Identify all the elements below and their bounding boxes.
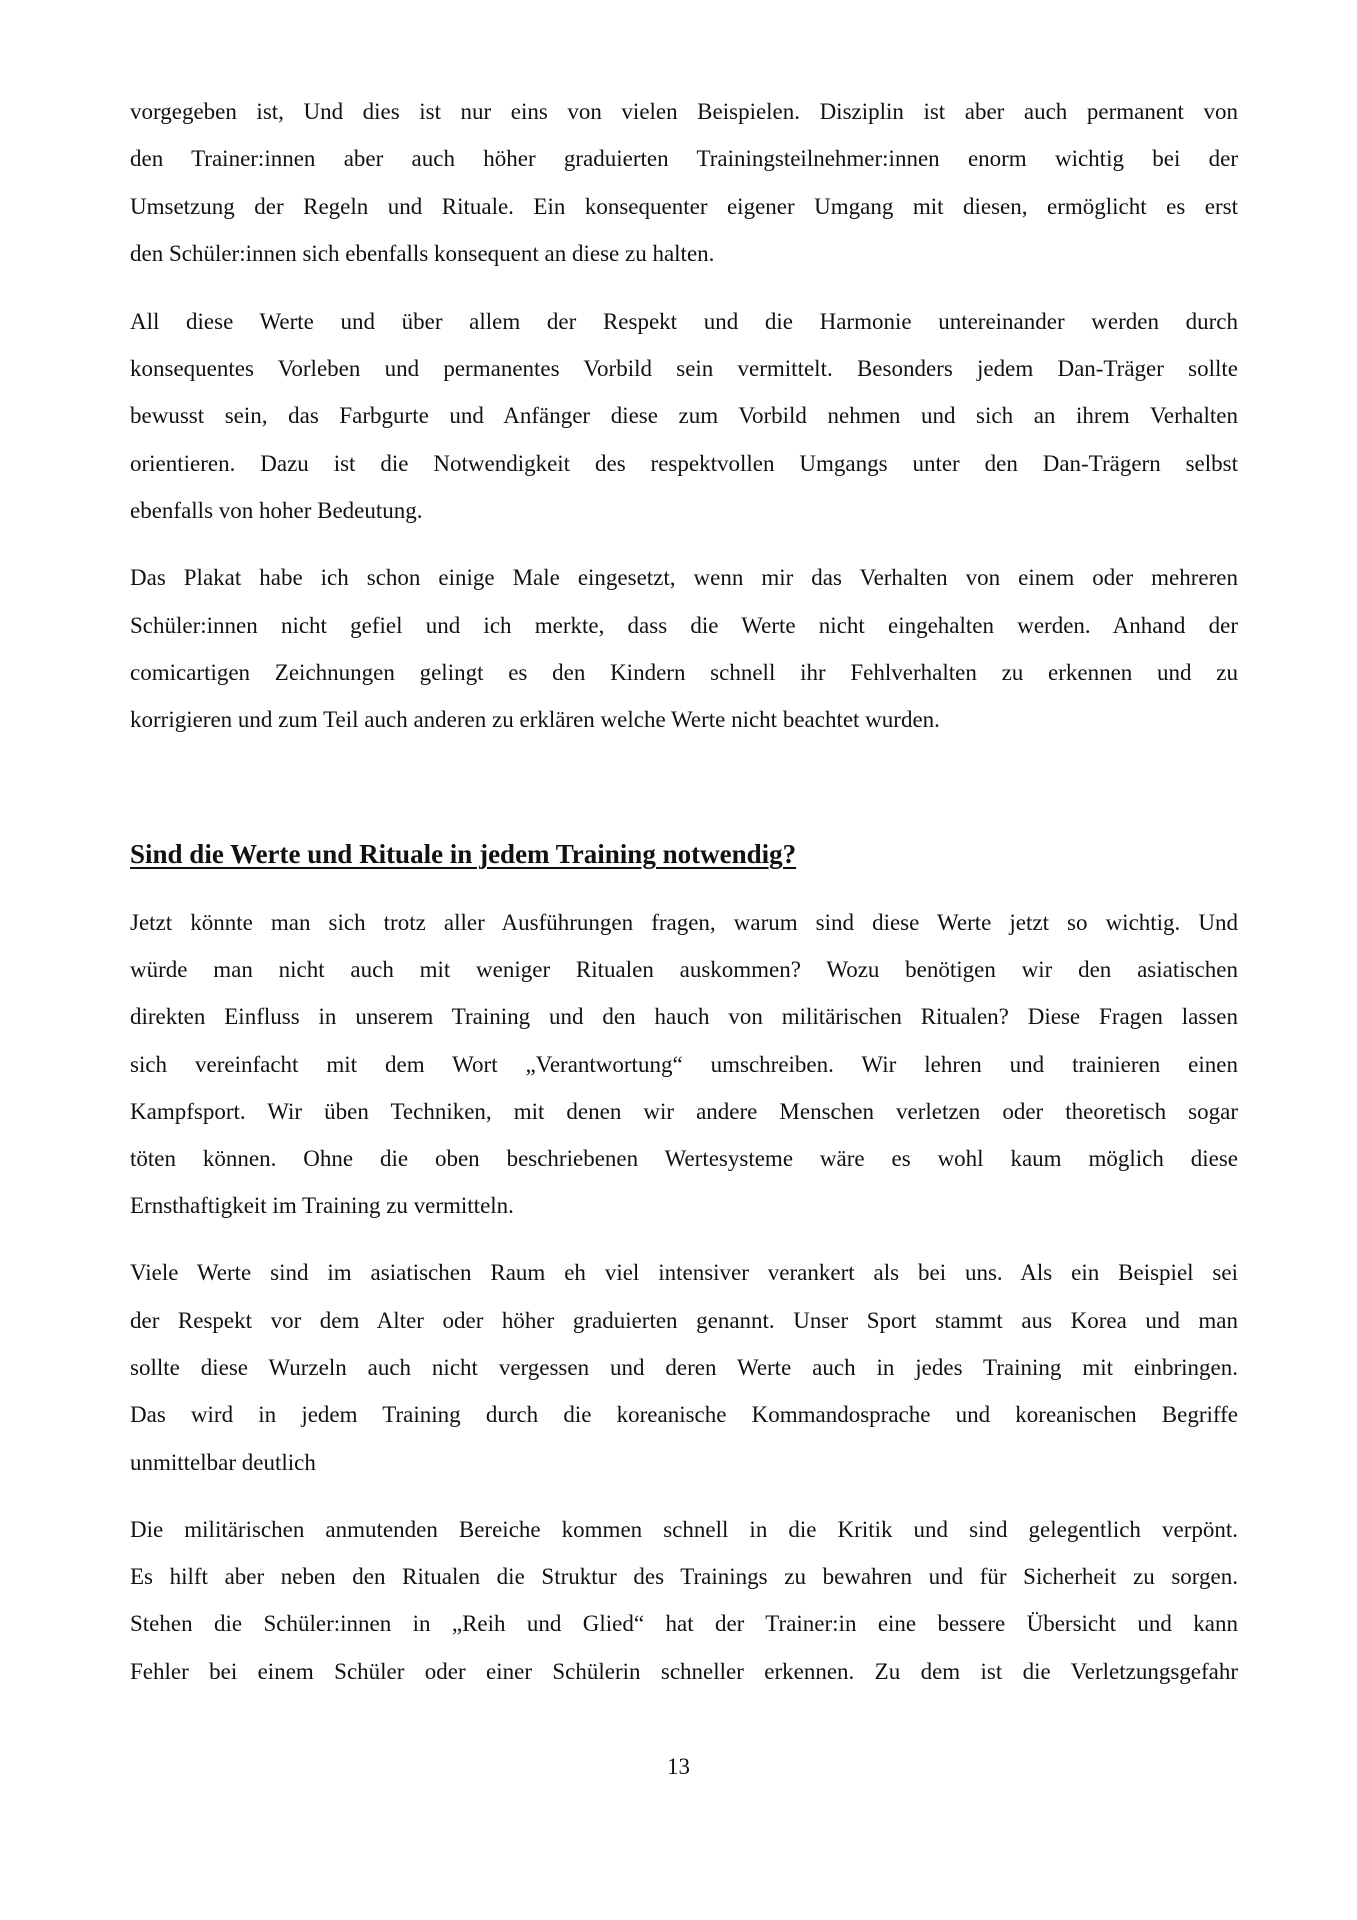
text-line: Es hilft aber neben den Ritualen die Struktur des Trainings zu bewahren und für Sicherheit zu sorgen. xyxy=(130,1564,1238,1589)
text-line: konsequentes Vorleben und permanentes Vorbild sein vermittelt. Besonders jedem Dan-Träger sollte xyxy=(130,356,1238,381)
text-line: Schüler:innen nicht gefiel und ich merkte, dass die Werte nicht eingehalten werden. Anhand der xyxy=(130,613,1238,638)
text-line: direkten Einfluss in unserem Training und den hauch von militärischen Ritualen? Diese Fragen lassen xyxy=(130,1004,1238,1029)
text-line: vorgegeben ist, Und dies ist nur eins von vielen Beispielen. Disziplin ist aber auch permanent von xyxy=(130,99,1238,124)
page-number: 13 xyxy=(667,1754,690,1779)
text-line: Kampfsport. Wir üben Techniken, mit denen wir andere Menschen verletzen oder theoretisch sogar xyxy=(130,1099,1238,1124)
text-line: der Respekt vor dem Alter oder höher graduierten genannt. Unser Sport stammt aus Korea und man xyxy=(130,1308,1238,1333)
text-line: comicartigen Zeichnungen gelingt es den Kindern schnell ihr Fehlverhalten zu erkennen und zu xyxy=(130,660,1238,685)
text-line: Umsetzung der Regeln und Rituale. Ein konsequenter eigener Umgang mit diesen, ermöglicht es erst xyxy=(130,194,1238,219)
text-line: ebenfalls von hoher Bedeutung. xyxy=(130,498,423,523)
text-line: würde man nicht auch mit weniger Ritualen auskommen? Wozu benötigen wir den asiatischen xyxy=(130,957,1238,982)
text-line: Jetzt könnte man sich trotz aller Ausführungen fragen, warum sind diese Werte jetzt so wichtig. Und xyxy=(130,910,1238,935)
text-line: orientieren. Dazu ist die Notwendigkeit des respektvollen Umgangs unter den Dan-Trägern selbst xyxy=(130,451,1238,476)
text-line: unmittelbar deutlich xyxy=(130,1450,316,1475)
text-line: korrigieren und zum Teil auch anderen zu erklären welche Werte nicht beachtet wurden. xyxy=(130,707,940,732)
section-heading: Sind die Werte und Rituale in jedem Training notwendig? xyxy=(130,839,797,869)
text-line: Die militärischen anmutenden Bereiche kommen schnell in die Kritik und sind gelegentlich verpönt. xyxy=(130,1517,1238,1542)
text-line: töten können. Ohne die oben beschriebenen Wertesysteme wäre es wohl kaum möglich diese xyxy=(130,1146,1238,1171)
text-line: Das Plakat habe ich schon einige Male eingesetzt, wenn mir das Verhalten von einem oder mehreren xyxy=(130,565,1238,590)
text-line: Stehen die Schüler:innen in „Reih und Glied“ hat der Trainer:in eine bessere Übersicht und kann xyxy=(130,1611,1238,1636)
text-line: All diese Werte und über allem der Respekt und die Harmonie untereinander werden durch xyxy=(130,309,1238,334)
text-line: Fehler bei einem Schüler oder einer Schülerin schneller erkennen. Zu dem ist die Verletzungsgefahr xyxy=(130,1659,1238,1684)
text-line: sich vereinfacht mit dem Wort „Verantwortung“ umschreiben. Wir lehren und trainieren einen xyxy=(130,1052,1238,1077)
text-line: Ernsthaftigkeit im Training zu vermitteln. xyxy=(130,1193,514,1218)
text-line: Viele Werte sind im asiatischen Raum eh viel intensiver verankert als bei uns. Als ein Beispiel sei xyxy=(130,1260,1238,1285)
text-line: den Trainer:innen aber auch höher graduierten Trainingsteilnehmer:innen enorm wichtig bei der xyxy=(130,146,1238,171)
text-line: den Schüler:innen sich ebenfalls konsequent an diese zu halten. xyxy=(130,241,715,266)
text-line: Das wird in jedem Training durch die koreanische Kommandosprache und koreanischen Begriffe xyxy=(130,1402,1238,1427)
text-line: sollte diese Wurzeln auch nicht vergessen und deren Werte auch in jedes Training mit einbringen. xyxy=(130,1355,1238,1380)
text-line: bewusst sein, das Farbgurte und Anfänger diese zum Vorbild nehmen und sich an ihrem Verhalten xyxy=(130,403,1238,428)
